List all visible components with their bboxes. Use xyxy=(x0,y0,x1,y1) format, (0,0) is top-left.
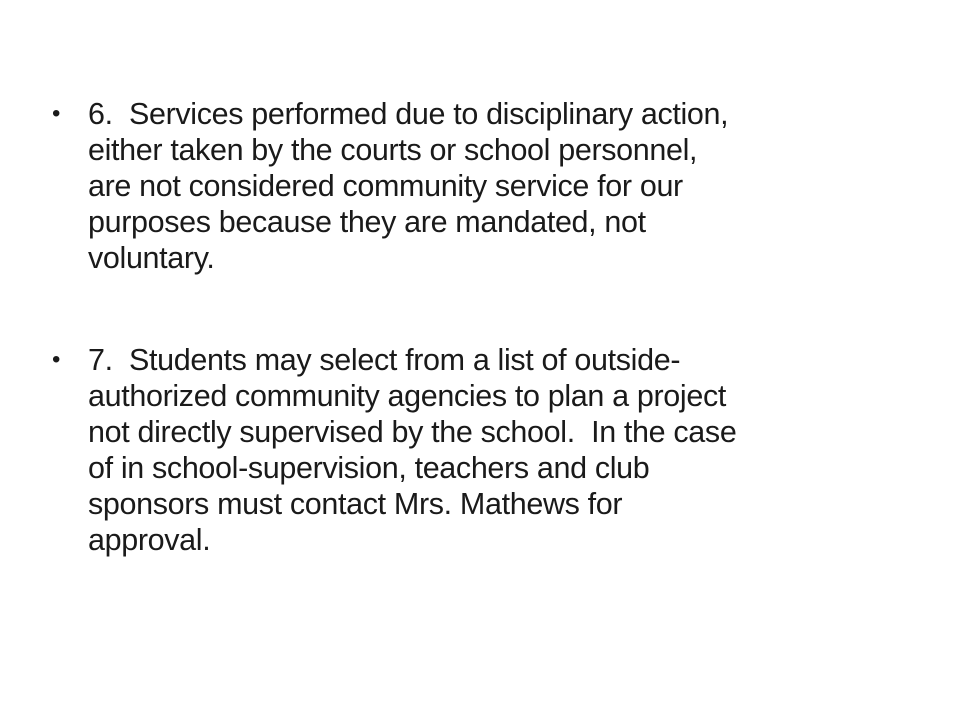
bullet-text-line: voluntary. xyxy=(88,241,215,275)
bullet-text-line: sponsors must contact Mrs. Mathews for xyxy=(88,487,623,521)
bullet-text xyxy=(88,96,902,276)
bullet-text-line: are not considered community service for our xyxy=(88,169,683,203)
bullet-icon: • xyxy=(52,100,61,127)
bullet-icon: • xyxy=(52,346,61,373)
bullet-text-line: of in school-supervision, teachers and club xyxy=(88,451,650,485)
bullet-list xyxy=(52,96,902,558)
bullet-text-line: authorized community agencies to plan a project xyxy=(88,379,726,413)
bullet-item-6 xyxy=(52,96,902,276)
bullet-text-line: approval. xyxy=(88,523,211,557)
bullet-text-line: purposes because they are mandated, not xyxy=(88,205,646,239)
bullet-text xyxy=(88,342,902,558)
bullet-text-line: either taken by the courts or school personnel, xyxy=(88,133,698,167)
bullet-text-line: 7. Students may select from a list of outside- xyxy=(88,343,681,377)
bullet-item-7 xyxy=(52,342,902,558)
bullet-text-line: not directly supervised by the school. In the case xyxy=(88,415,737,449)
bullet-text-line: 6. Services performed due to disciplinary action, xyxy=(88,97,729,131)
